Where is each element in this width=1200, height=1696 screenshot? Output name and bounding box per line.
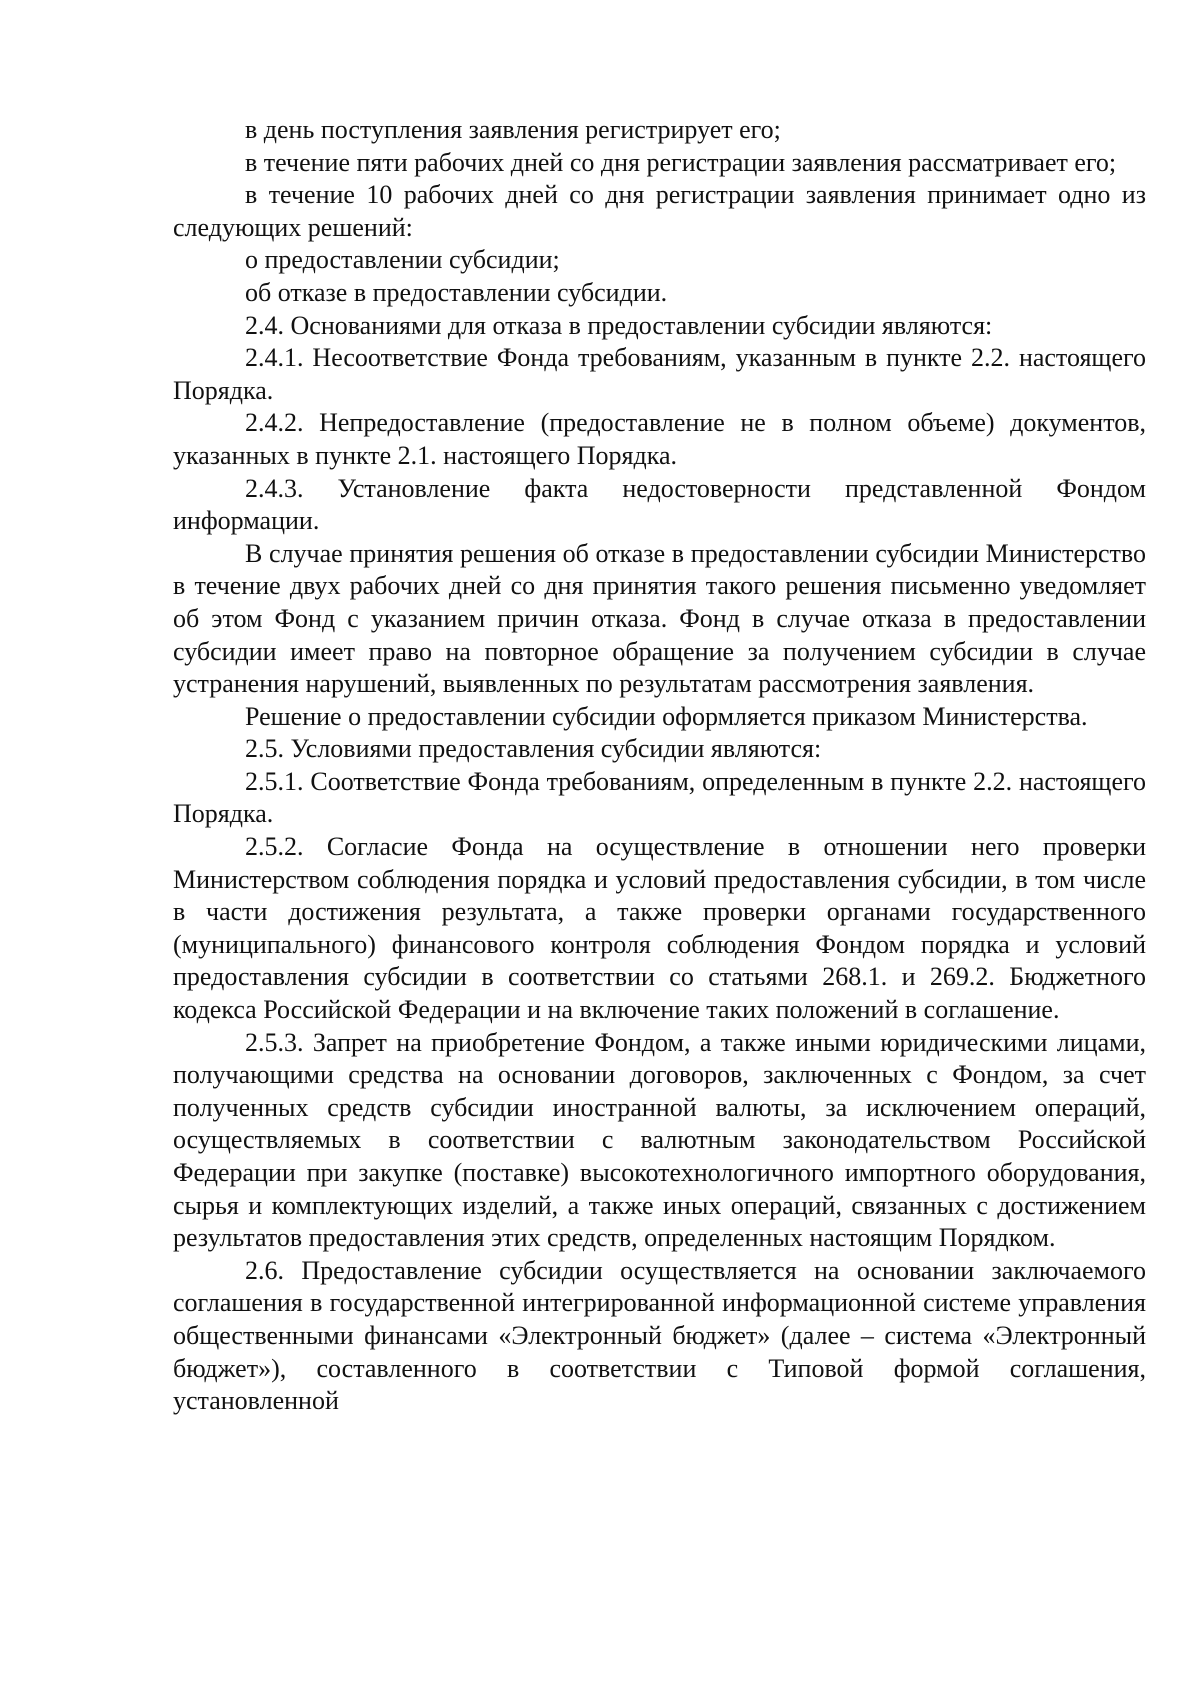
paragraph-grant-option: о предоставлении субсидии; — [245, 245, 560, 275]
paragraph-decision: в течение 10 рабочих дней со дня регистрации заявления принимает одно из следующих решений: — [173, 180, 1146, 242]
paragraph-refusal-option: об отказе в предоставлении субсидии. — [245, 277, 668, 307]
paragraph-2-4-3: 2.4.3. Установление факта недостоверности представленной Фондом информации. — [173, 473, 1146, 536]
paragraph-2-4-1: 2.4.1. Несоответствие Фонда требованиям, указанным в пункте 2.2. настоящего Порядка. — [173, 343, 1146, 405]
paragraph-2-4: 2.4. Основаниями для отказа в предоставлении субсидии являются: — [245, 310, 993, 340]
paragraph-2-6: 2.6. Предоставление субсидии осуществляется на основании заключаемого соглашения в государственной интегрированной информационной системе управления общественными финансами «Электронный бюджет» (далее – система «Электронный бюджет»), составленного в соответствии с Типовой формой соглашения, установленной — [173, 1255, 1146, 1416]
paragraph-refusal-notice: В случае принятия решения об отказе в предоставлении субсидии Министерство в течение двух рабочих дней со дня принятия такого решения письменно уведомляет об этом Фонд с указанием причин отказа. Фонд в случае отказа в предоставлении субсидии имеет право на повторное обращение за получением субсидии в случае устранения нарушений, выявленных по результатам рассмотрения заявления. — [173, 538, 1146, 699]
paragraph-2-5: 2.5. Условиями предоставления субсидии являются: — [245, 734, 822, 764]
paragraph-2-5-1: 2.5.1. Соответствие Фонда требованиям, определенным в пункте 2.2. настоящего Порядка. — [173, 766, 1146, 829]
paragraph-2-5-2: 2.5.2. Согласие Фонда на осуществление в отношении него проверки Министерством соблюдения порядка и условий предоставления субсидии, в том числе в части достижения результата, а также проверки органами государственного (муниципального) финансового контроля соблюдения Фондом порядка и условий предоставления субсидии в соответствии со статьями 268.1. и 269.2. Бюджетного кодекса Российской Федерации и на включение таких положений в соглашение. — [173, 832, 1146, 1025]
paragraph-2-5-3: 2.5.3. Запрет на приобретение Фондом, а также иными юридическими лицами, получающими средства на основании договоров, заключенных с Фондом, за счет полученных средств субсидии иностранной валюты, за исключением операций, осуществляемых в соответствии с валютным законодательством Российской Федерации при закупке (поставке) высокотехнологичного импортного оборудования, сырья и комплектующих изделий, а также иных операций, связанных с достижением результатов предоставления этих средств, определенных настоящим Порядком. — [173, 1027, 1146, 1253]
document-body — [173, 114, 1146, 1418]
paragraph-registration: в день поступления заявления регистрирует его; — [245, 115, 781, 144]
paragraph-order: Решение о предоставлении субсидии оформляется приказом Министерства. — [245, 701, 1088, 731]
paragraph-review: в течение пяти рабочих дней со дня регистрации заявления рассматривает его; — [245, 147, 1117, 177]
paragraph-2-4-2: 2.4.2. Непредоставление (предоставление не в полном объеме) документов, указанных в пункте 2.1. настоящего Порядка. — [173, 408, 1146, 470]
